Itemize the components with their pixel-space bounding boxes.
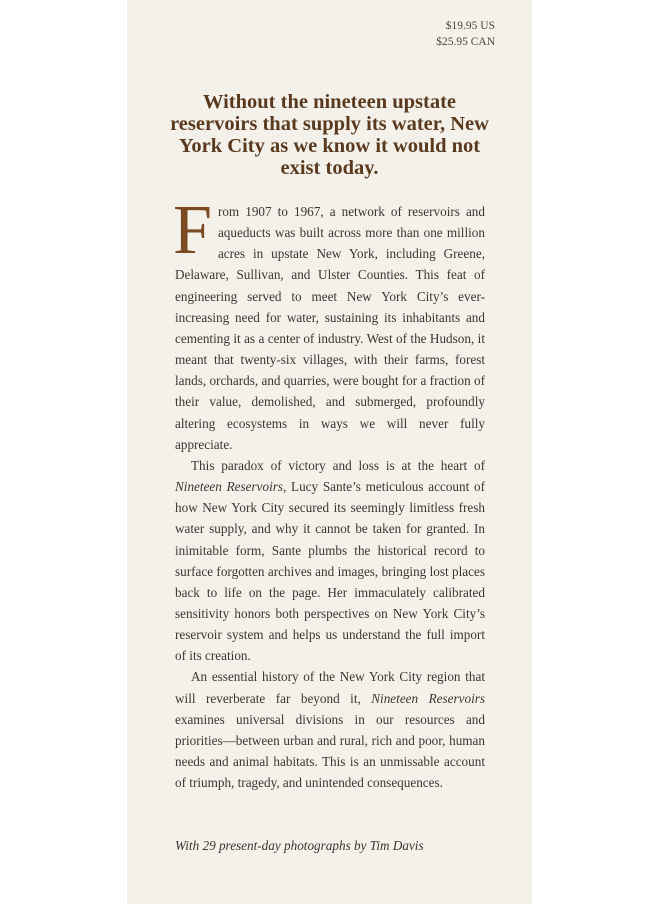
- paragraph-3-lead: An essential history of the New York City region that will reverberate far beyond it,: [175, 669, 485, 706]
- headline: Without the nineteen upstate reservoirs that supply its water, New York City as we know it would not exist today.: [170, 91, 489, 179]
- paragraph-2-rest: , Lucy Sante’s meticulous account of how New York City secured its seemingly limitless fresh water supply, and why it cannot be taken for granted. In inimitable form, Sante plumbs the historical record to surface forgotten archives and images, bringing lost places back to life on the page. Her immaculately calibrated sensitivity honors both perspectives on New York City’s reservoir system and helps us understand the full import of its creation.: [175, 479, 485, 664]
- photo-credit: With 29 present-day photographs by Tim Davis: [175, 838, 424, 853]
- drop-cap: F: [173, 192, 212, 269]
- paragraph-1: [173, 192, 485, 455]
- book-jacket-flap: [127, 0, 532, 904]
- price-can: $25.95 CAN: [436, 36, 495, 48]
- paragraph-1-text: rom 1907 to 1967, a network of reservoirs and aqueducts was built across more than one million acres in upstate New York, including Greene, Delaware, Sullivan, and Ulster Counties. This feat of engineering served to meet New York City’s ever-increasing need for water, sustaining its inhabitants and cementing it as a center of industry. West of the Hudson, it meant that twenty-six villages, with their farms, forest lands, orchards, and quarries, were bought for a fraction of their value, demolished, and submerged, profoundly altering ecosystems in ways we will never fully appreciate.: [175, 204, 485, 452]
- book-title: Nineteen Reservoirs: [371, 690, 485, 706]
- price-us: $19.95 US: [445, 20, 495, 32]
- description-body: [173, 192, 485, 793]
- book-title: Nineteen Reservoirs: [175, 479, 283, 495]
- paragraph-3-rest: examines universal divisions in our resources and priorities—between urban and rural, rich and poor, human needs and animal habitats. This is an unmissable account of triumph, tragedy, and unintended consequences.: [175, 711, 485, 791]
- paragraph-2: [175, 455, 485, 667]
- paragraph-3: [175, 666, 485, 793]
- paragraph-2-lead: This paradox of victory and loss is at the heart of: [191, 457, 485, 473]
- price-block: [436, 18, 495, 50]
